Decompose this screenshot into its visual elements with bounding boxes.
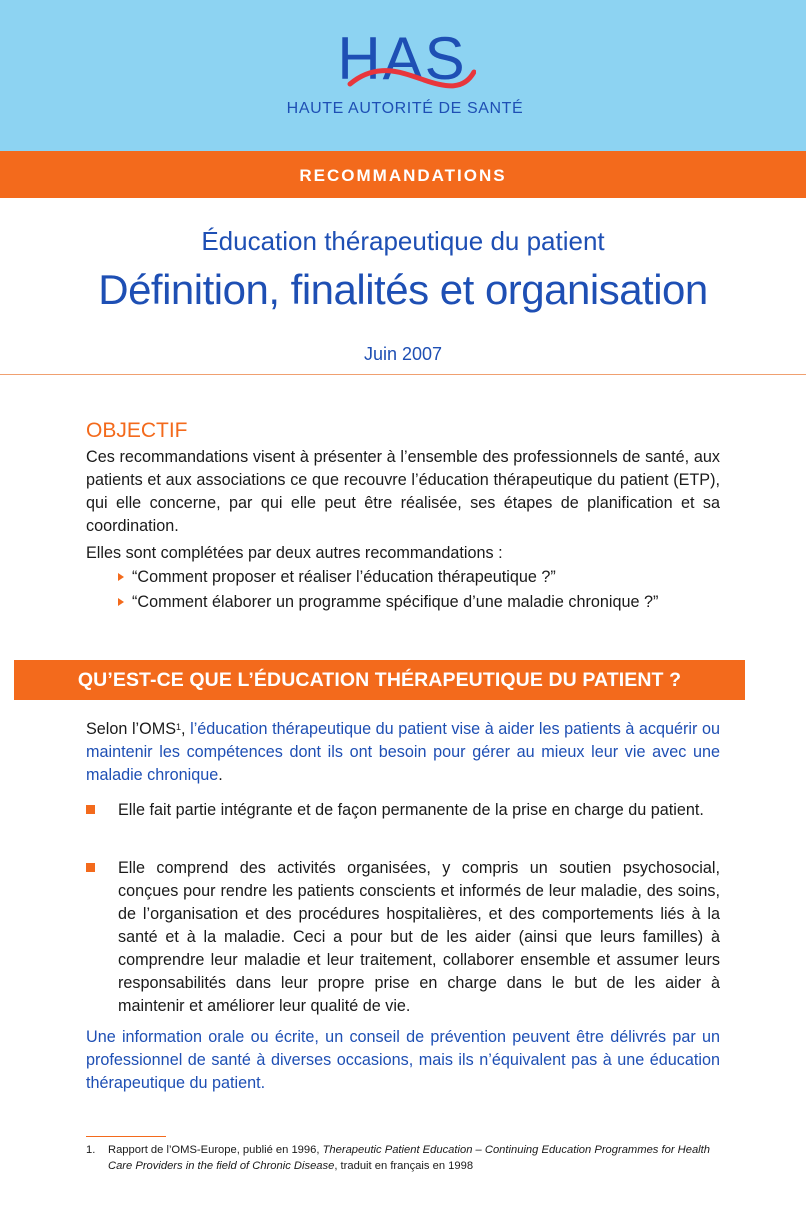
objectif-paragraph: Ces recommandations visent à présenter à l’ensemble des professionnels de santé, aux patients et aux associations ce que recouvre l’éducation thérapeutique du patient (ETP), qui elle concerne, par qui elle peut être réalisée, ses étapes de planification et sa coordination. xyxy=(86,448,720,535)
intro-comma: , xyxy=(181,720,191,738)
footnote-number: 1. xyxy=(86,1144,96,1156)
logo-letters: HAS xyxy=(337,25,467,92)
list-item xyxy=(118,590,738,615)
square-bullet-icon xyxy=(86,805,95,814)
list-item-text: “Comment élaborer un programme spécifique d’une maladie chronique ?” xyxy=(132,593,659,611)
page-header xyxy=(0,0,806,151)
arrow-bullet-icon xyxy=(118,573,124,581)
intro-definition: l’éducation thérapeutique du patient vise à aider les patients à acquérir ou maintenir les compétences dont ils ont besoin pour gérer au mieux leur vie avec une maladie chronique xyxy=(86,720,720,784)
footnote-suffix: , traduit en français en 1998 xyxy=(334,1160,474,1172)
recommandations-band: RECOMMANDATIONS xyxy=(0,151,806,198)
logo-swoosh-icon xyxy=(346,32,476,102)
footnote-title: Therapeutic Patient Education – Continuing Education Programmes for Health Care Providers in the field of Chronic Disease xyxy=(108,1144,710,1172)
section-intro xyxy=(86,718,720,787)
bullet-item xyxy=(86,799,720,822)
intro-prefix: Selon l’OMS xyxy=(86,720,177,738)
title-divider xyxy=(0,374,806,375)
has-logo xyxy=(280,18,530,128)
bullet-text: Elle comprend des activités organisées, y compris un soutien psychosocial, conçues pour rendre les patients conscients et informés de leur maladie, des soins, de l’organisation et des procédures hospitalières, et des comportements liés à la santé et à la maladie. Ceci a pour but de les aider (ainsi que leurs familles) à comprendre leur maladie et leur traitement, collaborer ensemble et assumer leurs responsabilités dans leur propre prise en charge dans le but de les aider à maintenir et améliorer leur qualité de vie. xyxy=(118,859,720,1015)
footnote-ref: 1 xyxy=(176,722,182,732)
document-date: Juin 2007 xyxy=(363,344,443,364)
objectif-intro: Elles sont complétées par deux autres recommandations : xyxy=(86,544,503,562)
section-heading: QU’EST-CE QUE L’ÉDUCATION THÉRAPEUTIQUE DU PATIENT ? xyxy=(14,660,745,700)
bullet-text: Elle fait partie intégrante et de façon permanente de la prise en charge du patient. xyxy=(118,801,704,819)
recommendation-list xyxy=(118,565,738,615)
footnote-prefix: Rapport de l’OMS-Europe, publié en 1996, xyxy=(108,1144,323,1156)
closing-paragraph: Une information orale ou écrite, un conseil de prévention peuvent être délivrés par un professionnel de santé à diverses occasions, mais ils n’équivalent pas à une éducation thérapeutique du patient. xyxy=(86,1028,720,1092)
logo-subtitle: HAUTE AUTORITÉ DE SANTÉ xyxy=(286,100,524,117)
bullet-item xyxy=(86,857,720,1018)
document-subtitle: Éducation thérapeutique du patient xyxy=(201,226,605,256)
footnote xyxy=(86,1142,720,1174)
list-item xyxy=(118,565,738,590)
document-title: Définition, finalités et organisation xyxy=(98,266,708,313)
footnote-text xyxy=(108,1142,720,1174)
objectif-heading: OBJECTIF xyxy=(86,419,188,442)
square-bullet-icon xyxy=(86,863,95,872)
intro-end: . xyxy=(218,766,223,784)
list-item-text: “Comment proposer et réaliser l’éducation thérapeutique ?” xyxy=(132,568,556,586)
arrow-bullet-icon xyxy=(118,598,124,606)
footnote-divider xyxy=(86,1136,166,1137)
